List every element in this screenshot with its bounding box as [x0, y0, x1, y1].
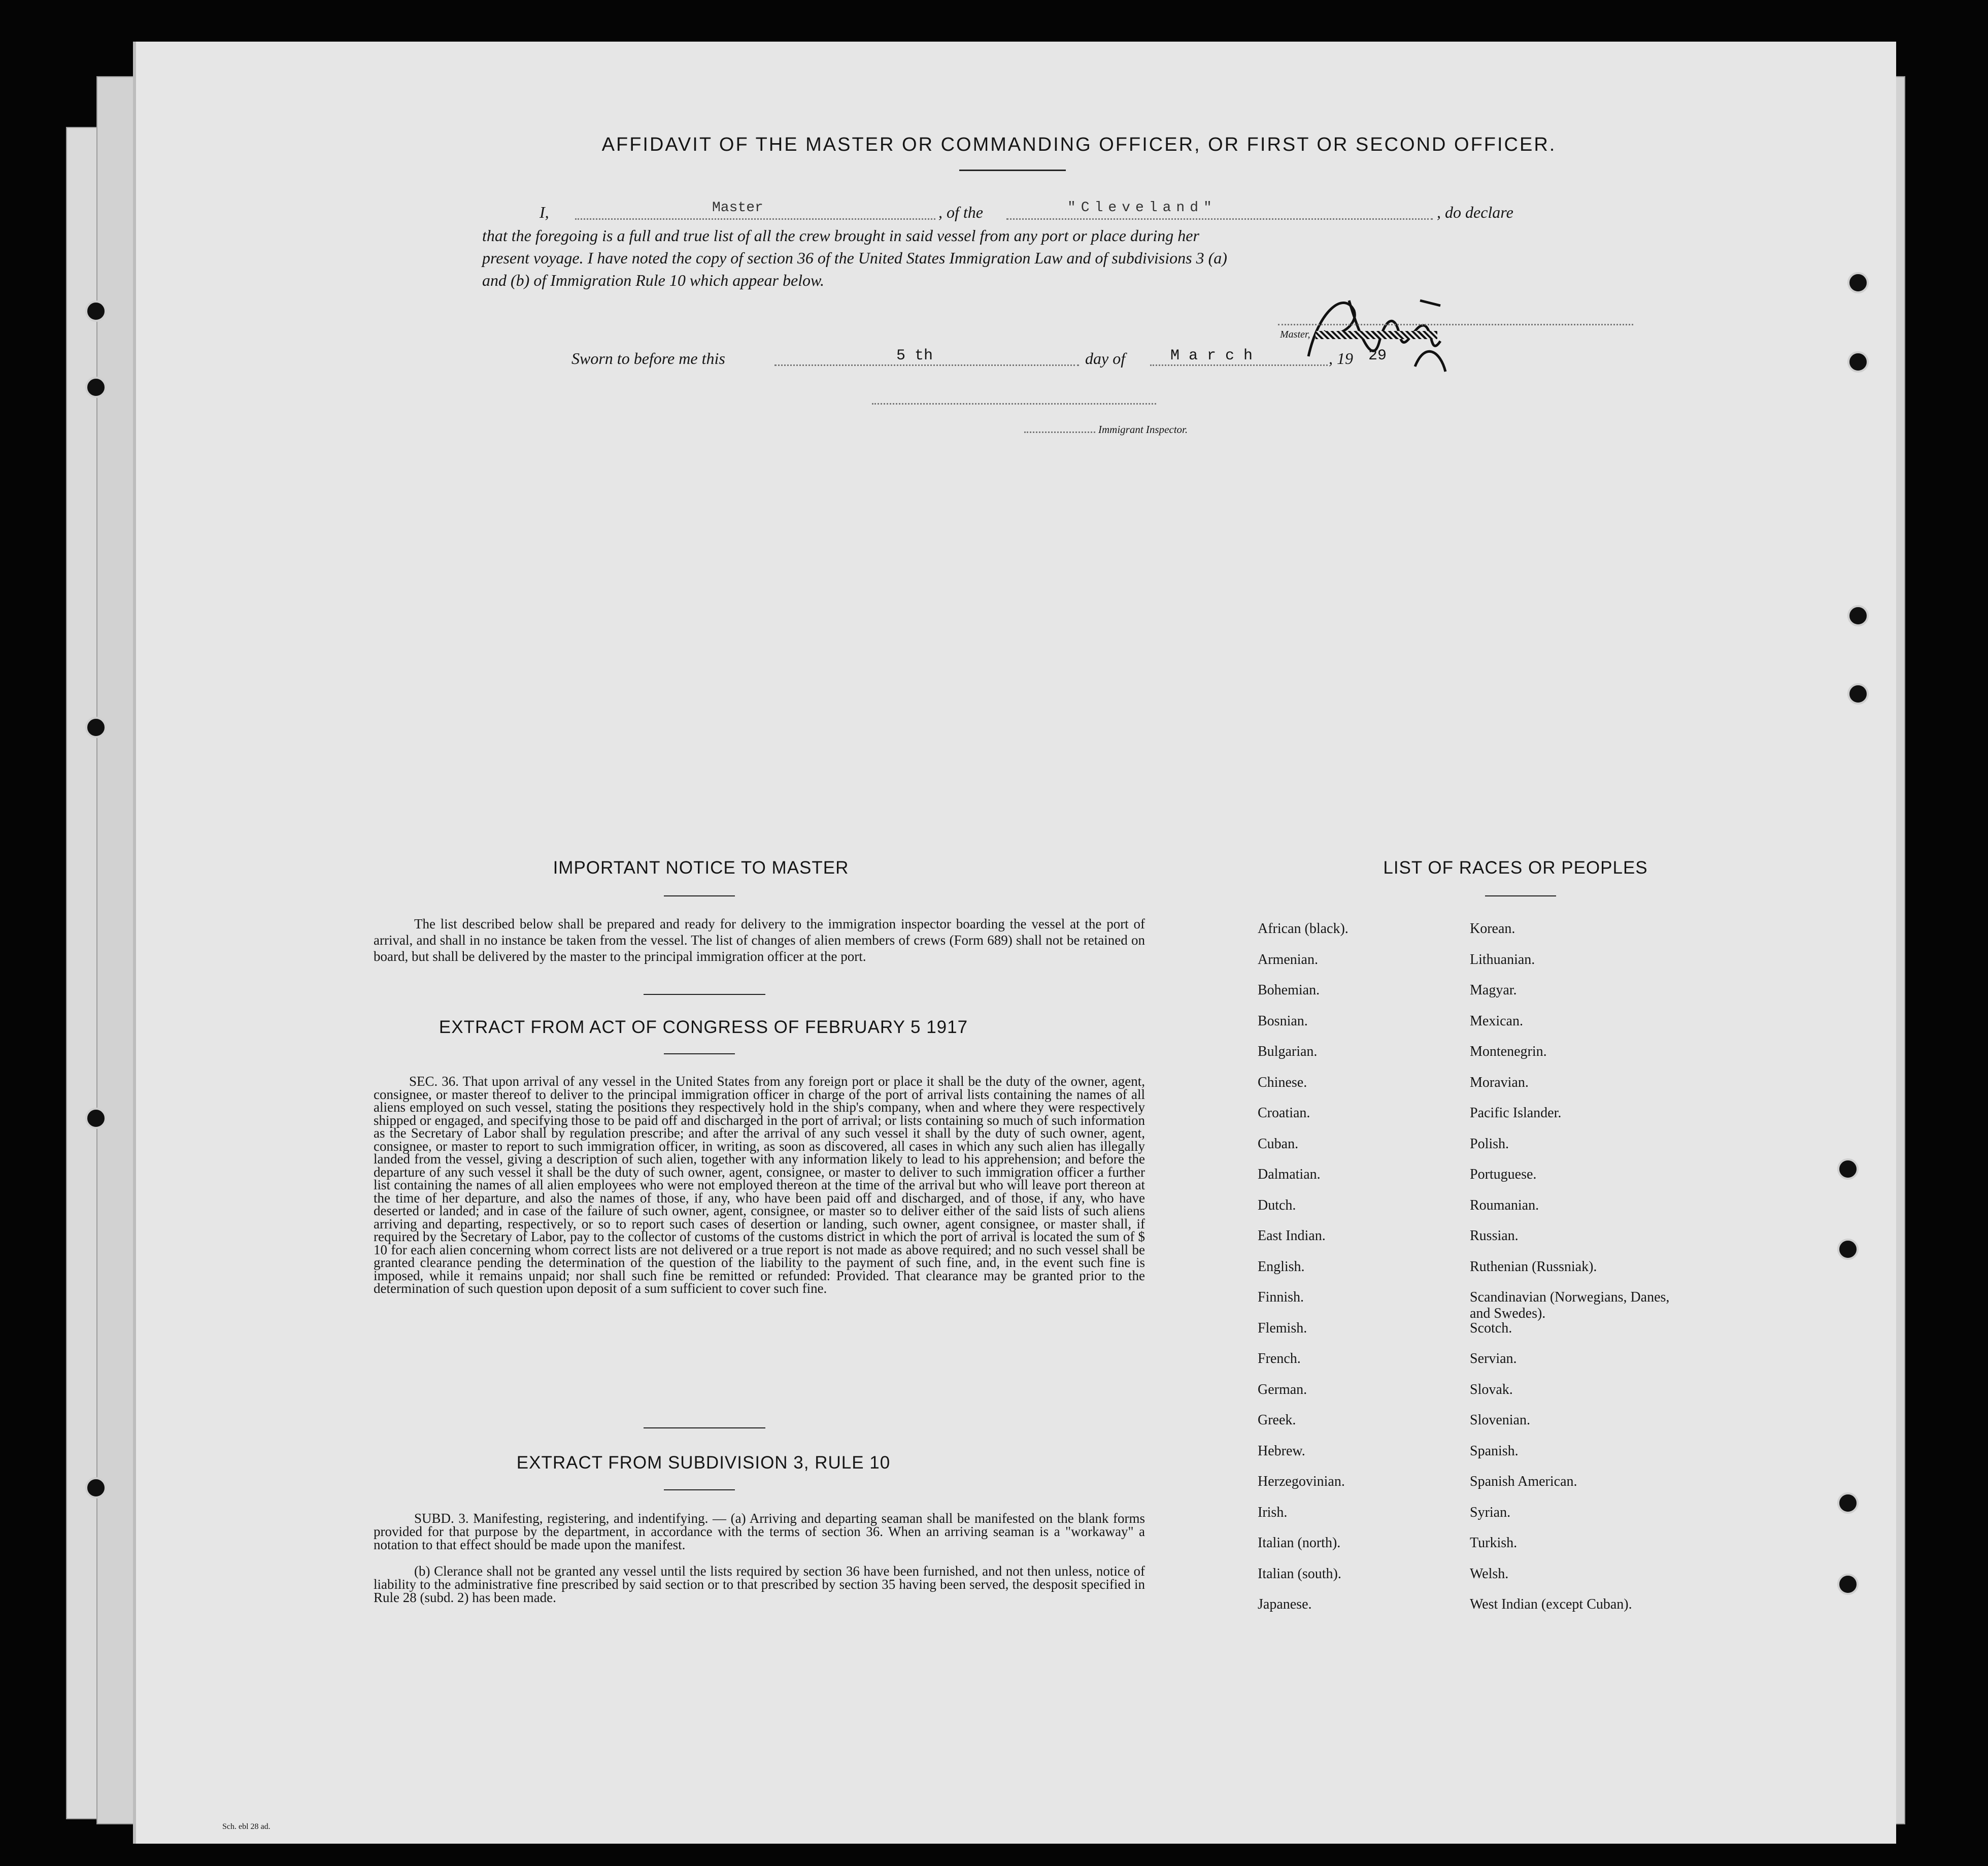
affidavit-i-label: I, — [540, 203, 549, 221]
rule-heading: EXTRACT FROM SUBDIVISION 3, RULE 10 — [516, 1453, 891, 1473]
day-of-label: day of — [1085, 349, 1126, 368]
sworn-month-blank — [1150, 364, 1328, 366]
rule-para-b: (b) Clerance shall not be granted any vessel until the lists required by section 36 have been furnished, and not then unless, notice of liability to the administrative fine prescribed by said section or to that prescribed by section 35 having been served, the desposit specified in Rule 28 (subd. 2) has been made. — [374, 1563, 1145, 1605]
year-prefix: , 19 — [1329, 349, 1353, 368]
affidavit-line2: that the foregoing is a full and true list of all the crew brought in said vessel from any port or place during her — [482, 226, 1199, 245]
notice-heading-rule — [664, 895, 735, 896]
race-item: Italian (north). — [1258, 1535, 1341, 1551]
races-column-right — [1470, 921, 1693, 1627]
act-heading-rule — [664, 1053, 735, 1054]
race-item: Lithuanian. — [1470, 951, 1535, 968]
race-item: Slovenian. — [1470, 1412, 1530, 1428]
race-item: East Indian. — [1258, 1228, 1326, 1244]
document-page — [133, 42, 1896, 1844]
act-heading: EXTRACT FROM ACT OF CONGRESS OF FEBRUARY 5 1917 — [439, 1017, 968, 1037]
notice-text: The list described below shall be prepared and ready for delivery to the immigration inspector boarding the vessel at the port of arrival, and shall in no instance be taken from the vessel. The list of changes of alien members of crews (Form 689) shall not be retained on board, but shall be delivered by the master to the principal immigration officer at the port. — [374, 916, 1145, 964]
rule-para-a: SUBD. 3. Manifesting, registering, and indentifying. — (a) Arriving and departing seaman shall be manifested on the blank forms provided for that purpose by the department, in accordance with the terms of section 36. When an arriving seaman is a "workaway" a notation to that effect should be made upon the manifest. — [374, 1511, 1145, 1552]
inspector-caption-leader — [1024, 431, 1095, 433]
notice-divider — [644, 994, 765, 995]
signature-caption-label: Master, — [1280, 329, 1310, 340]
sworn-label: Sworn to before me this — [571, 349, 725, 368]
vessel-name-blank — [1006, 218, 1433, 220]
race-item: Italian (south). — [1258, 1565, 1341, 1582]
race-item: Finnish. — [1258, 1289, 1304, 1305]
race-item: Hebrew. — [1258, 1443, 1305, 1459]
races-heading-rule — [1485, 895, 1556, 896]
notice-heading: IMPORTANT NOTICE TO MASTER — [553, 858, 849, 878]
race-item: German. — [1258, 1381, 1307, 1397]
master-title-value: Master — [712, 200, 763, 216]
punch-hole — [1837, 1158, 1859, 1180]
punch-hole — [1847, 683, 1869, 705]
race-item: Bosnian. — [1258, 1013, 1308, 1029]
do-declare-label: , do declare — [1437, 203, 1513, 221]
affidavit-heading: AFFIDAVIT OF THE MASTER OR COMMANDING OFFICER, OR FIRST OR SECOND OFFICER. — [601, 134, 1557, 155]
sworn-month-value: M a r c h — [1170, 347, 1253, 364]
race-item: Syrian. — [1470, 1504, 1511, 1520]
race-item: Bohemian. — [1258, 982, 1320, 998]
race-item: Bulgarian. — [1258, 1044, 1318, 1059]
punch-hole — [85, 377, 107, 398]
act-text: SEC. 36. That upon arrival of any vessel in the United States from any foreign port or place it shall be the duty of the owner, agent, consignee, or master thereof to deliver to the principal immigration officer in charge of the port of arrival lists containing the names of all aliens employed on such vessel, stating the positions they respectively hold in the ship's company, when and where they were respectively shipped or engaged, and specifying those to be paid off and discharged in the port of arrival; or lists containing so much of such information as the Secretary of Labor shall by regulation prescribe; and after the arrival of any such vessel it shall by the duty of such owner, agent, consignee, or master to report to such immigration officer, in writing, as soon as discovered, all cases in which any such alien has illegally landed from the vessel, giving a description of such alien, together with any information likely to lead to his apprehension; and before the departure of any such vessel it shall be the duty of such owner, agent, consignee, or master to deliver to such immigration officer a further list containing the names of all alien employees who were not employed thereon at the time of the arrival but who will leave port thereon at the time of her departure, and also the names of those, if any, who have been paid off and discharged, and of those, if any, who have deserted or landed; and in case of the failure of such owner, agent, consignee, or master so to deliver either of the said lists of such aliens arriving and departing, respectively, or so to report such cases of desertion or landing, such owner, agent consignee, or master shall, if required by the Secretary of Labor, pay to the collector of customs of the customs district in which the port of arrival is located the sum of $ 10 for each alien concerning whom correct lists are not delivered or a true report is not made as above required; and no such vessel shall be granted clearance pending the determination of the question of the liability to the payment of such fine, and, in the event such fine is imposed, while it remains unpaid; nor shall such fine be remitted or refunded: Provided. That clearance may be granted prior to the determination of such question upon deposit of a sum sufficient to cover such fine. — [374, 1074, 1145, 1296]
punch-hole — [1847, 272, 1869, 293]
affidavit-line4: and (b) of Immigration Rule 10 which appear below. — [482, 271, 824, 289]
signature-caption — [1280, 329, 1437, 341]
race-item: Dutch. — [1258, 1197, 1296, 1213]
punch-hole — [1847, 351, 1869, 373]
race-item: Korean. — [1470, 921, 1515, 937]
punch-hole — [85, 1477, 107, 1498]
inspector-signature-line — [872, 403, 1156, 405]
sworn-line — [571, 349, 1536, 375]
race-item: Chinese. — [1258, 1074, 1307, 1090]
inspector-caption: Immigrant Inspector. — [1098, 423, 1188, 436]
race-item: Scandinavian (Norwegians, Danes, and Swedes). — [1470, 1289, 1670, 1321]
race-item: West Indian (except Cuban). — [1470, 1596, 1632, 1612]
race-item: Scotch. — [1470, 1320, 1512, 1336]
race-item: Cuban. — [1258, 1136, 1299, 1152]
punch-hole — [85, 1108, 107, 1129]
form-code: Sch. ebl 28 ad. — [222, 1822, 271, 1831]
race-item: Portuguese. — [1470, 1167, 1537, 1182]
race-item: English. — [1258, 1258, 1305, 1275]
master-name-blank — [575, 218, 935, 220]
race-item: Roumanian. — [1470, 1197, 1539, 1213]
race-item: African (black). — [1258, 921, 1349, 937]
sworn-year-value: 29 — [1368, 347, 1387, 364]
punch-hole — [85, 717, 107, 738]
race-item: Servian. — [1470, 1351, 1517, 1367]
race-item: Turkish. — [1470, 1535, 1518, 1551]
race-item: Mexican. — [1470, 1013, 1523, 1029]
race-item: Flemish. — [1258, 1320, 1307, 1336]
race-item: Ruthenian (Russniak). — [1470, 1258, 1597, 1275]
struck-out-title — [1316, 331, 1437, 339]
race-item: Montenegrin. — [1470, 1044, 1547, 1059]
race-item: Croatian. — [1258, 1105, 1310, 1121]
race-item: Japanese. — [1258, 1596, 1312, 1612]
affidavit-line1 — [540, 200, 1676, 225]
race-item: Herzegovinian. — [1258, 1474, 1345, 1489]
race-item: Welsh. — [1470, 1565, 1509, 1582]
race-item: Pacific Islander. — [1470, 1105, 1562, 1121]
race-item: Greek. — [1258, 1412, 1296, 1428]
vessel-name-value: "Cleveland" — [1067, 200, 1217, 216]
punch-hole — [1837, 1492, 1859, 1514]
punch-hole — [1837, 1239, 1859, 1260]
punch-hole — [85, 301, 107, 322]
affidavit-line3: present voyage. I have noted the copy of section 36 of the United States Immigration Law and of subdivisions 3 (a) — [482, 249, 1227, 267]
race-item: Polish. — [1470, 1136, 1509, 1152]
of-the-label: , of the — [938, 203, 983, 221]
race-item: Russian. — [1470, 1228, 1519, 1244]
race-item: Spanish American. — [1470, 1474, 1577, 1489]
race-item: Moravian. — [1470, 1074, 1529, 1090]
races-heading: LIST OF RACES OR PEOPLES — [1383, 858, 1648, 878]
race-item: French. — [1258, 1351, 1301, 1367]
race-item: Spanish. — [1470, 1443, 1519, 1459]
punch-hole — [1837, 1574, 1859, 1595]
sworn-day-value: 5 th — [896, 347, 933, 364]
race-item: Irish. — [1258, 1504, 1288, 1520]
races-column-left — [1258, 921, 1451, 1627]
act-divider — [644, 1427, 765, 1428]
rule-heading-rule — [664, 1489, 735, 1490]
race-item: Magyar. — [1470, 982, 1517, 998]
race-item: Slovak. — [1470, 1381, 1513, 1397]
signature-line — [1278, 324, 1633, 325]
punch-hole — [1847, 605, 1869, 626]
sworn-day-blank — [774, 364, 1079, 366]
race-item: Armenian. — [1258, 951, 1318, 968]
race-item: Dalmatian. — [1258, 1167, 1321, 1182]
affidavit-heading-rule — [959, 170, 1066, 171]
